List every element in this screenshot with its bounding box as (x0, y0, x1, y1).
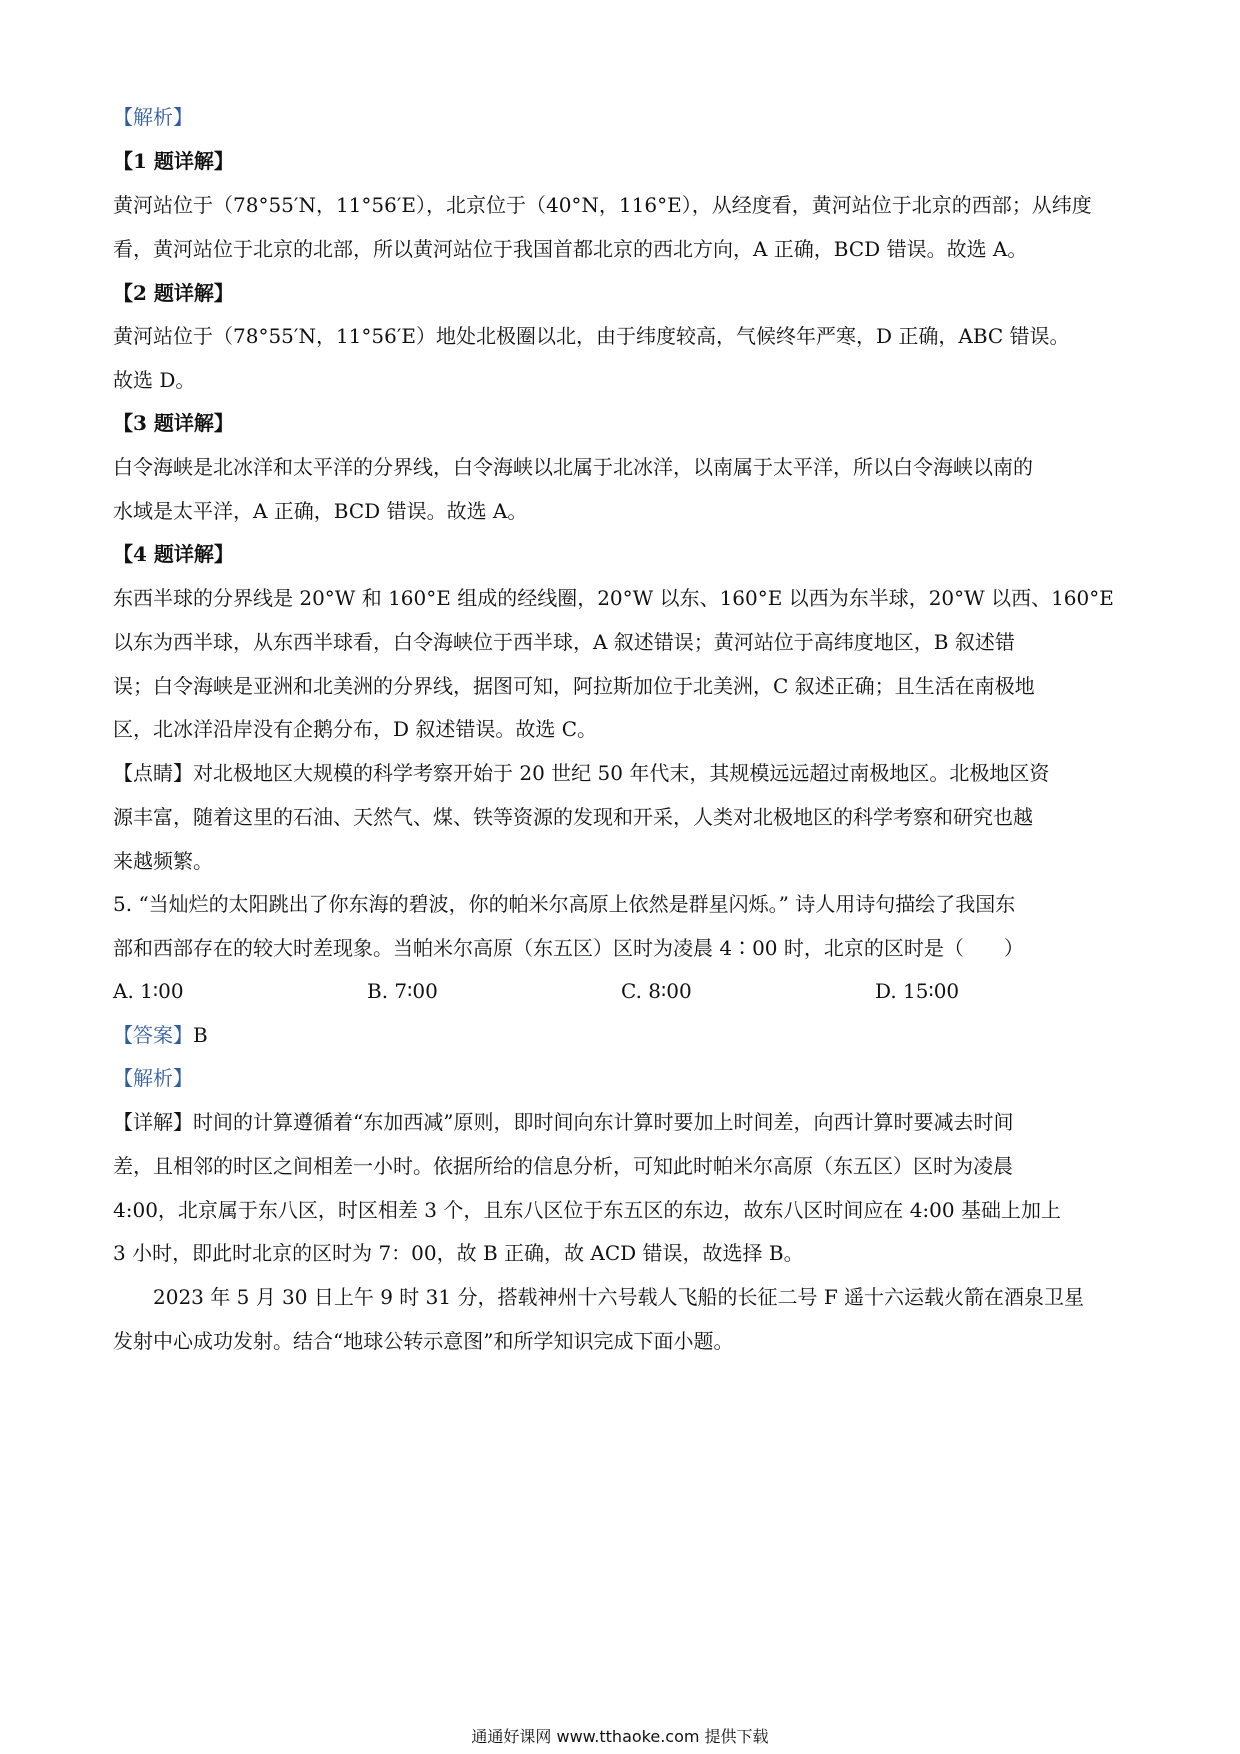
section-label: 【1 题详解】 (113, 149, 234, 173)
paragraph-line: 2023 年 5 月 30 日上午 9 时 31 分，搭载神州十六号载人飞船的长征二号 F 遥十六运载火箭在酒泉卫星 (113, 1285, 1085, 1309)
paragraph-line: 看，黄河站位于北京的北部，所以黄河站位于我国首都北京的西北方向，A 正确，BCD 错误。故选 A。 (113, 237, 1028, 261)
question-line: 5. “当灿烂的太阳跳出了你东海的碧波，你的帕米尔高原上依然是群星闪烁。” 诗人用诗句描绘了我国东 (113, 892, 1016, 916)
paragraph-line: 水域是太平洋，A 正确，BCD 错误。故选 A。 (113, 499, 528, 523)
paragraph-line: 发射中心成功发射。结合“地球公转示意图”和所学知识完成下面小题。 (113, 1329, 734, 1353)
paragraph-line: 来越频繁。 (113, 849, 213, 873)
option-a: A. 1∶00 (113, 979, 184, 1003)
paragraph-line: 源丰富，随着这里的石油、天然气、煤、铁等资源的发现和开采，人类对北极地区的科学考察和研究也越 (113, 805, 1033, 829)
section-label: 【解析】 (113, 105, 193, 129)
paragraph-line: 区，北冰洋沿岸没有企鹅分布，D 叙述错误。故选 C。 (113, 717, 598, 741)
option-b: B. 7∶00 (367, 979, 438, 1003)
paragraph-line: 黄河站位于（78°55′N，11°56′E）地处北极圈以北，由于纬度较高，气候终年严寒，D 正确，ABC 错误。 (113, 324, 1070, 348)
paragraph-line: 东西半球的分界线是 20°W 和 160°E 组成的经线圈，20°W 以东、160°E 以西为东半球，20°W 以西、160°E (113, 586, 1114, 610)
answer-label: 【答案】 (113, 1023, 193, 1047)
paragraph-line: 3 小时，即此时北京的区时为 7：00，故 B 正确，故 ACD 错误，故选择 B。 (113, 1241, 804, 1265)
paragraph-line: 故选 D。 (113, 368, 196, 392)
paragraph-line: 白令海峡是北冰洋和太平洋的分界线，白令海峡以北属于北冰洋，以南属于太平洋，所以白令海峡以南的 (113, 455, 1033, 479)
paragraph-line: 黄河站位于（78°55′N，11°56′E），北京位于（40°N，116°E），从经度看，黄河站位于北京的西部；从纬度 (113, 193, 1092, 217)
paragraph-line: 【点睛】对北极地区大规模的科学考察开始于 20 世纪 50 年代末，其规模远远超过南极地区。北极地区资 (113, 761, 1050, 785)
section-label: 【2 题详解】 (113, 281, 234, 305)
paragraph-line: 【详解】时间的计算遵循着“东加西减”原则，即时间向东计算时要加上时间差，向西计算时要减去时间 (113, 1110, 1014, 1134)
question-line: 部和西部存在的较大时差现象。当帕米尔高原（东五区）区时为凌晨 4∶00 时，北京的区时是（ ） (113, 936, 1024, 960)
section-label: 【解析】 (113, 1066, 193, 1090)
option-d: D. 15∶00 (875, 979, 960, 1003)
section-label: 【4 题详解】 (113, 542, 234, 566)
page-footer: 通通好课网 www.tthaoke.com 提供下载 (471, 1727, 769, 1746)
paragraph-line: 差，且相邻的时区之间相差一小时。依据所给的信息分析，可知此时帕米尔高原（东五区）区时为凌晨 (113, 1154, 1013, 1178)
paragraph-line: 误；白令海峡是亚洲和北美洲的分界线，据图可知，阿拉斯加位于北美洲，C 叙述正确；且生活在南极地 (113, 674, 1035, 698)
answer-value: B (193, 1023, 208, 1047)
paragraph-line: 以东为西半球，从东西半球看，白令海峡位于西半球，A 叙述错误；黄河站位于高纬度地区，B 叙述错 (113, 630, 1015, 654)
section-label: 【3 题详解】 (113, 411, 234, 435)
option-c: C. 8∶00 (621, 979, 692, 1003)
paragraph-line: 4:00，北京属于东八区，时区相差 3 个，且东八区位于东五区的东边，故东八区时间应在 4:00 基础上加上 (113, 1198, 1061, 1222)
